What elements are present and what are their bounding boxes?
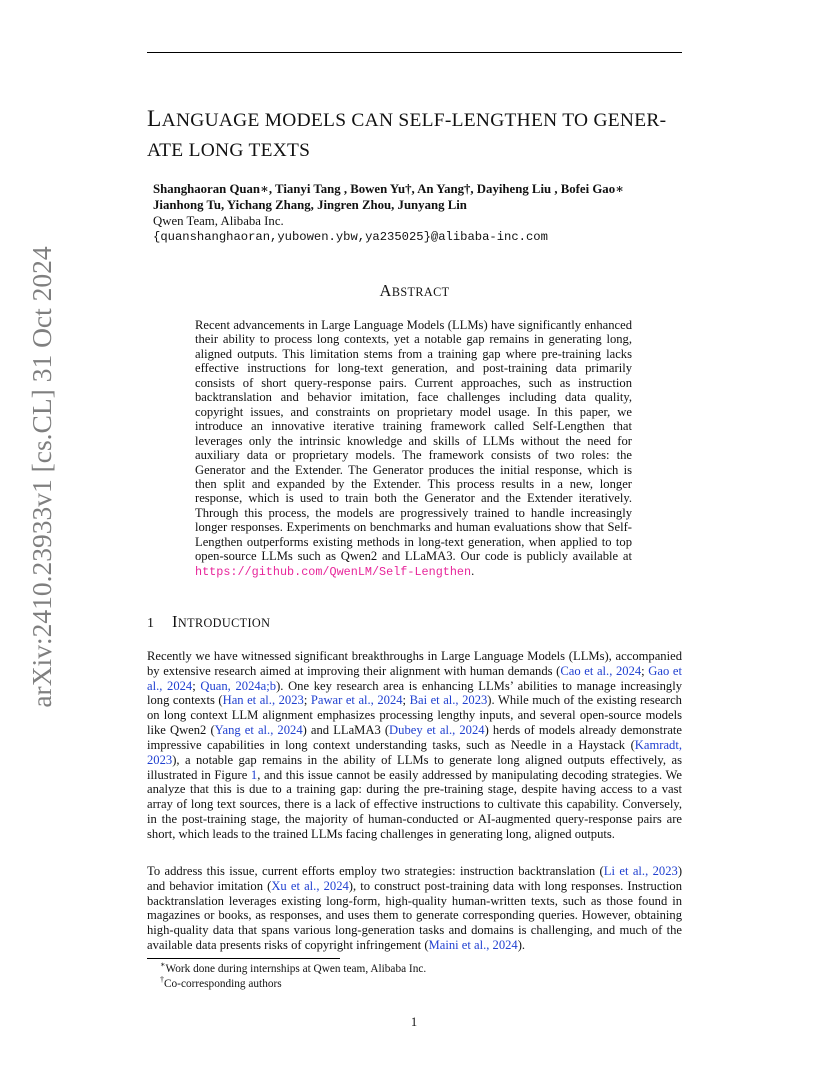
citation-link[interactable]: Cao et al., 2024 — [560, 663, 642, 678]
para-text: ). — [517, 938, 526, 953]
abstract-text: Recent advancements in Large Language Models (LLMs) have significantly enhanced their ability to process long contexts, yet a notable gap remains in generating long, aligned outputs. This limitation stems from a training gap where pre-training lacks effective instructions for long-text generation, and post-training data primarily consists of short query-response pairs. Current approaches, such as instruction backtranslation and behavior imitation, face challenges including data quality, copyright issues, and constraints on proprietary model usage. In this paper, we introduce an innovative iterative training framework called Self-Lengthen that leverages only the intrinsic knowledge and skills of LLMs without the need for auxiliary data or proprietary models. The framework consists of two roles: the Generator and the Extender. The Generator produces the initial response, which is then split and expanded by the Extender. This process results in a new, longer response, which is used to train both the Generator and the Extender iteratively. Through this process, the models are progressively trained to handle increasingly longer responses. Experiments on benchmarks and human evaluations show that Self-Lengthen outperforms existing methods in long-text generation, when applied to top open-source LLMs such as Qwen2 and LLaMA3. Our code is publicly available at — [195, 318, 632, 564]
footnote-mark: † — [160, 975, 164, 985]
citation-link[interactable]: Quan, 2024a;b — [200, 678, 277, 693]
citation-link[interactable]: Pawar et al., 2024 — [310, 693, 403, 708]
section-initial: I — [172, 612, 178, 631]
footnote-mark: ∗ — [160, 960, 166, 970]
title-initial: L — [147, 106, 162, 132]
page-number: 1 — [410, 1015, 418, 1029]
footnote-rule — [147, 958, 340, 959]
figure-reference-link[interactable]: 1 — [250, 767, 258, 782]
footnote-2 — [160, 977, 282, 991]
para-text: ). While much of the existing research on long context LLM alignment emphasizes processing lengthy inputs, and several open-source models like Qwen2 ( — [147, 693, 682, 738]
citation-link[interactable]: Kamradt, 2023 — [147, 737, 682, 767]
intro-paragraph-1 — [147, 649, 682, 842]
authors-line2: Jianhong Tu, Yichang Zhang, Jingren Zhou, Junyang Lin — [153, 198, 467, 212]
citation-link[interactable]: Xu et al., 2024 — [271, 878, 349, 893]
para-text: ) and behavior imitation ( — [147, 864, 683, 893]
arxiv-stamp[interactable]: arXiv:2410.23933v1 [cs.CL] 31 Oct 2024 — [26, 246, 57, 708]
section-number: 1 — [147, 616, 155, 631]
para-text: Recently we have witnessed significant breakthroughs in Large Language Models (LLMs), accompanied by extensive research aimed at improving their alignment with human demands ( — [147, 649, 682, 678]
citation-link[interactable]: Yang et al., 2024 — [214, 723, 303, 738]
citation-link[interactable]: Han et al., 2023 — [222, 693, 304, 708]
para-text: ). One key research area is enhancing LLMs’ abilities to manage increasingly long contexts ( — [147, 678, 682, 708]
abstract-body — [195, 318, 632, 579]
footnote-1 — [160, 962, 426, 976]
authors-line1: Shanghaoran Quan∗, Tianyi Tang , Bowen Yu†, An Yang†, Dayiheng Liu , Bofei Gao∗ — [153, 182, 624, 196]
para-text: ) and LLaMA3 ( — [302, 723, 390, 738]
footnote-text: Co-corresponding authors — [164, 978, 282, 990]
title-line2: ATE LONG TEXTS — [147, 140, 311, 161]
author-list — [153, 181, 693, 213]
title-line1: ANGUAGE MODELS CAN SELF-LENGTHEN TO GENER- — [161, 110, 667, 131]
footnote-text: Work done during internships at Qwen team, Alibaba Inc. — [165, 963, 427, 975]
abstract-end: . — [471, 563, 475, 578]
para-text: To address this issue, current efforts employ two strategies: instruction backtranslation ( — [147, 864, 604, 878]
citation-link[interactable]: Li et al., 2023 — [603, 864, 678, 878]
abstract-heading-rest: BSTRACT — [391, 285, 450, 299]
para-text: ; — [402, 693, 410, 708]
abstract-heading — [147, 282, 682, 302]
para-text: ), to construct post-training data with long responses. Instruction backtranslation leverages existing long-form, high-quality human-written texts, such as those found in magazines or books, as responses, and uses them to generate corresponding queries. However, obtaining high-quality data that spans various long-generation tasks and domains is challenging, and much of the available data presents risks of copyright infringement ( — [147, 878, 682, 953]
para-text: ), a notable gap remains in the ability of LLMs to generate long aligned outputs effectively, as illustrated in Figure — [147, 752, 682, 782]
para-text: ; — [303, 693, 311, 708]
paper-title — [147, 104, 692, 166]
citation-link[interactable]: Gao et al., 2024 — [147, 663, 682, 693]
intro-paragraph-2 — [147, 864, 682, 953]
para-text: ) herds of models already demonstrate impressive capabilities in long context understanding tasks, such as Needle in a Haystack ( — [147, 723, 682, 752]
affiliation: Qwen Team, Alibaba Inc. — [153, 214, 284, 228]
citation-link[interactable]: Maini et al., 2024 — [428, 938, 518, 953]
section-heading-introduction — [147, 613, 270, 633]
para-text: ; — [641, 663, 649, 678]
citation-link[interactable]: Bai et al., 2023 — [409, 693, 488, 708]
para-text: ; — [192, 678, 201, 693]
author-emails: {quanshanghaoran,yubowen.ybw,ya235025}@alibaba-inc.com — [153, 230, 548, 244]
abstract-initial: A — [379, 281, 392, 300]
top-rule — [147, 52, 682, 53]
section-heading-rest: NTRODUCTION — [177, 616, 271, 630]
code-link[interactable]: https://github.com/QwenLM/Self-Lengthen — [195, 564, 472, 579]
citation-link[interactable]: Dubey et al., 2024 — [389, 723, 485, 738]
para-text: , and this issue cannot be easily addressed by manipulating decoding strategies. We analyze that this is due to a training gap: during the pre-training stage, despite having access to a vast array of long text sources, there is a lack of effective instructions to cultivate this capability. Conversely, in the post-training stage, the majority of human-conducted or AI-augmented query-response pairs are short, which leads to the trained LLMs facing challenges in generating long, aligned outputs. — [147, 767, 682, 841]
